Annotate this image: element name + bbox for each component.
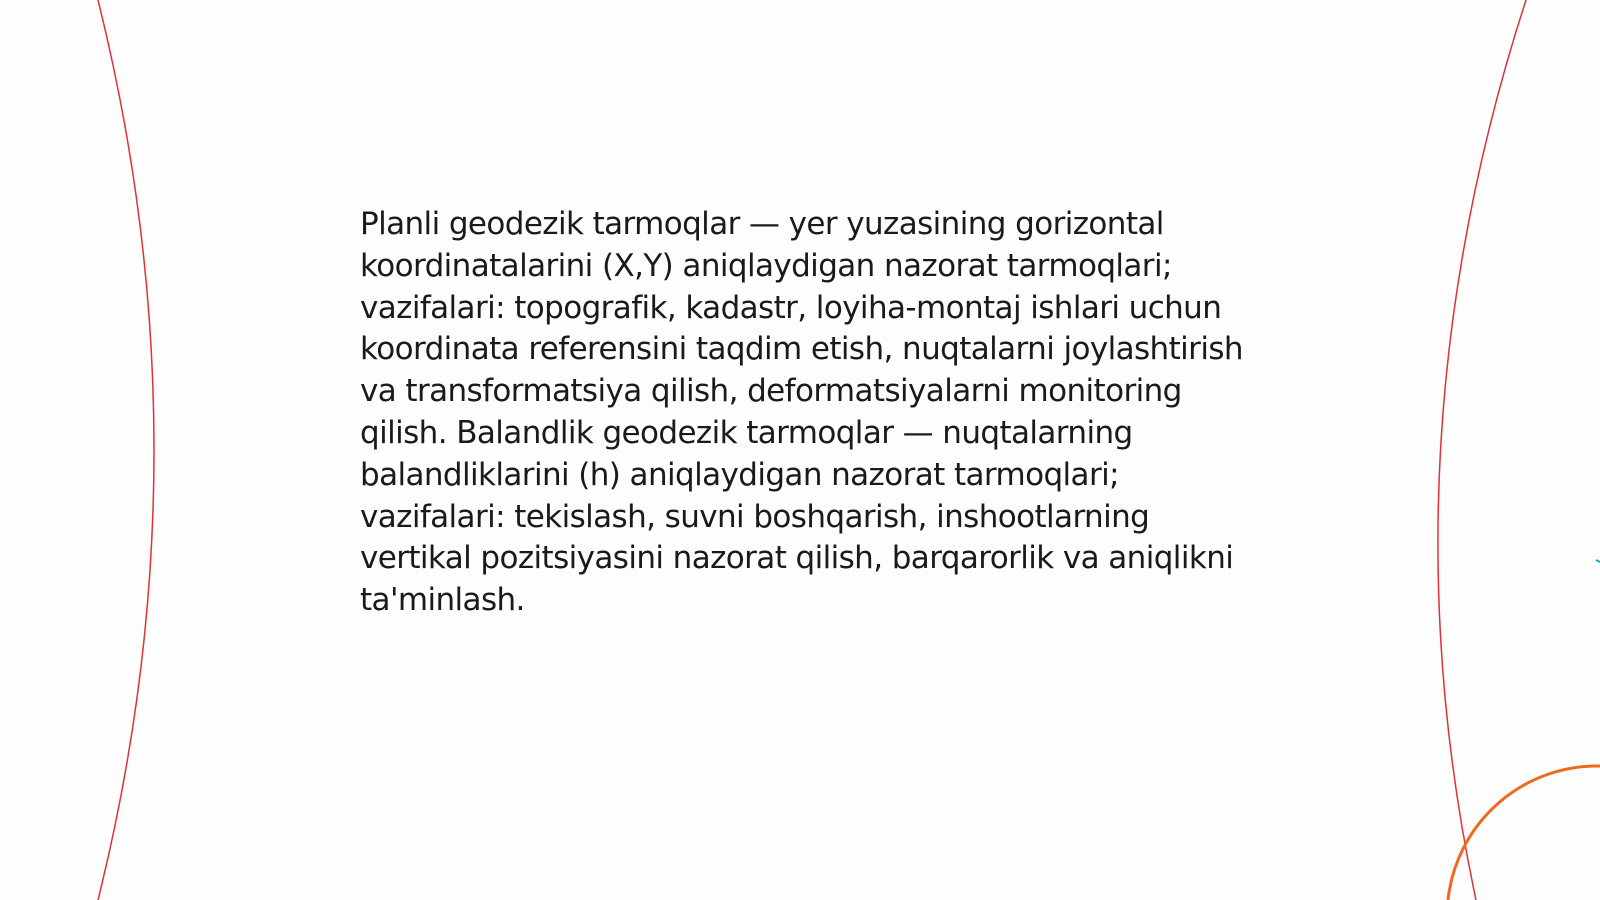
right-curve-line <box>1438 0 1526 900</box>
left-curve-line <box>98 0 154 900</box>
orange-arc <box>1448 766 1600 900</box>
teal-mark <box>1596 560 1600 562</box>
body-text: Planli geodezik tarmoqlar — yer yuzasining gorizontal koordinatalarini (X,Y) aniqlaydigan nazorat tarmoqlari; vazifalari: topografik, kadastr, loyiha-montaj ishlari uchun koordinata referensini taqdim etish, nuqtalarni joylashtirish va transformatsiya qilish, deformatsiyalarni monitoring qilish. Balandlik geodezik tarmoqlar — nuqtalarning balandliklarini (h) aniqlaydigan nazorat tarmoqlari; vazifalari: tekislash, suvni boshqarish, inshootlarning vertikal pozitsiyasini nazorat qilish, barqarorlik va aniqlikni ta'minlash. <box>360 206 1243 619</box>
